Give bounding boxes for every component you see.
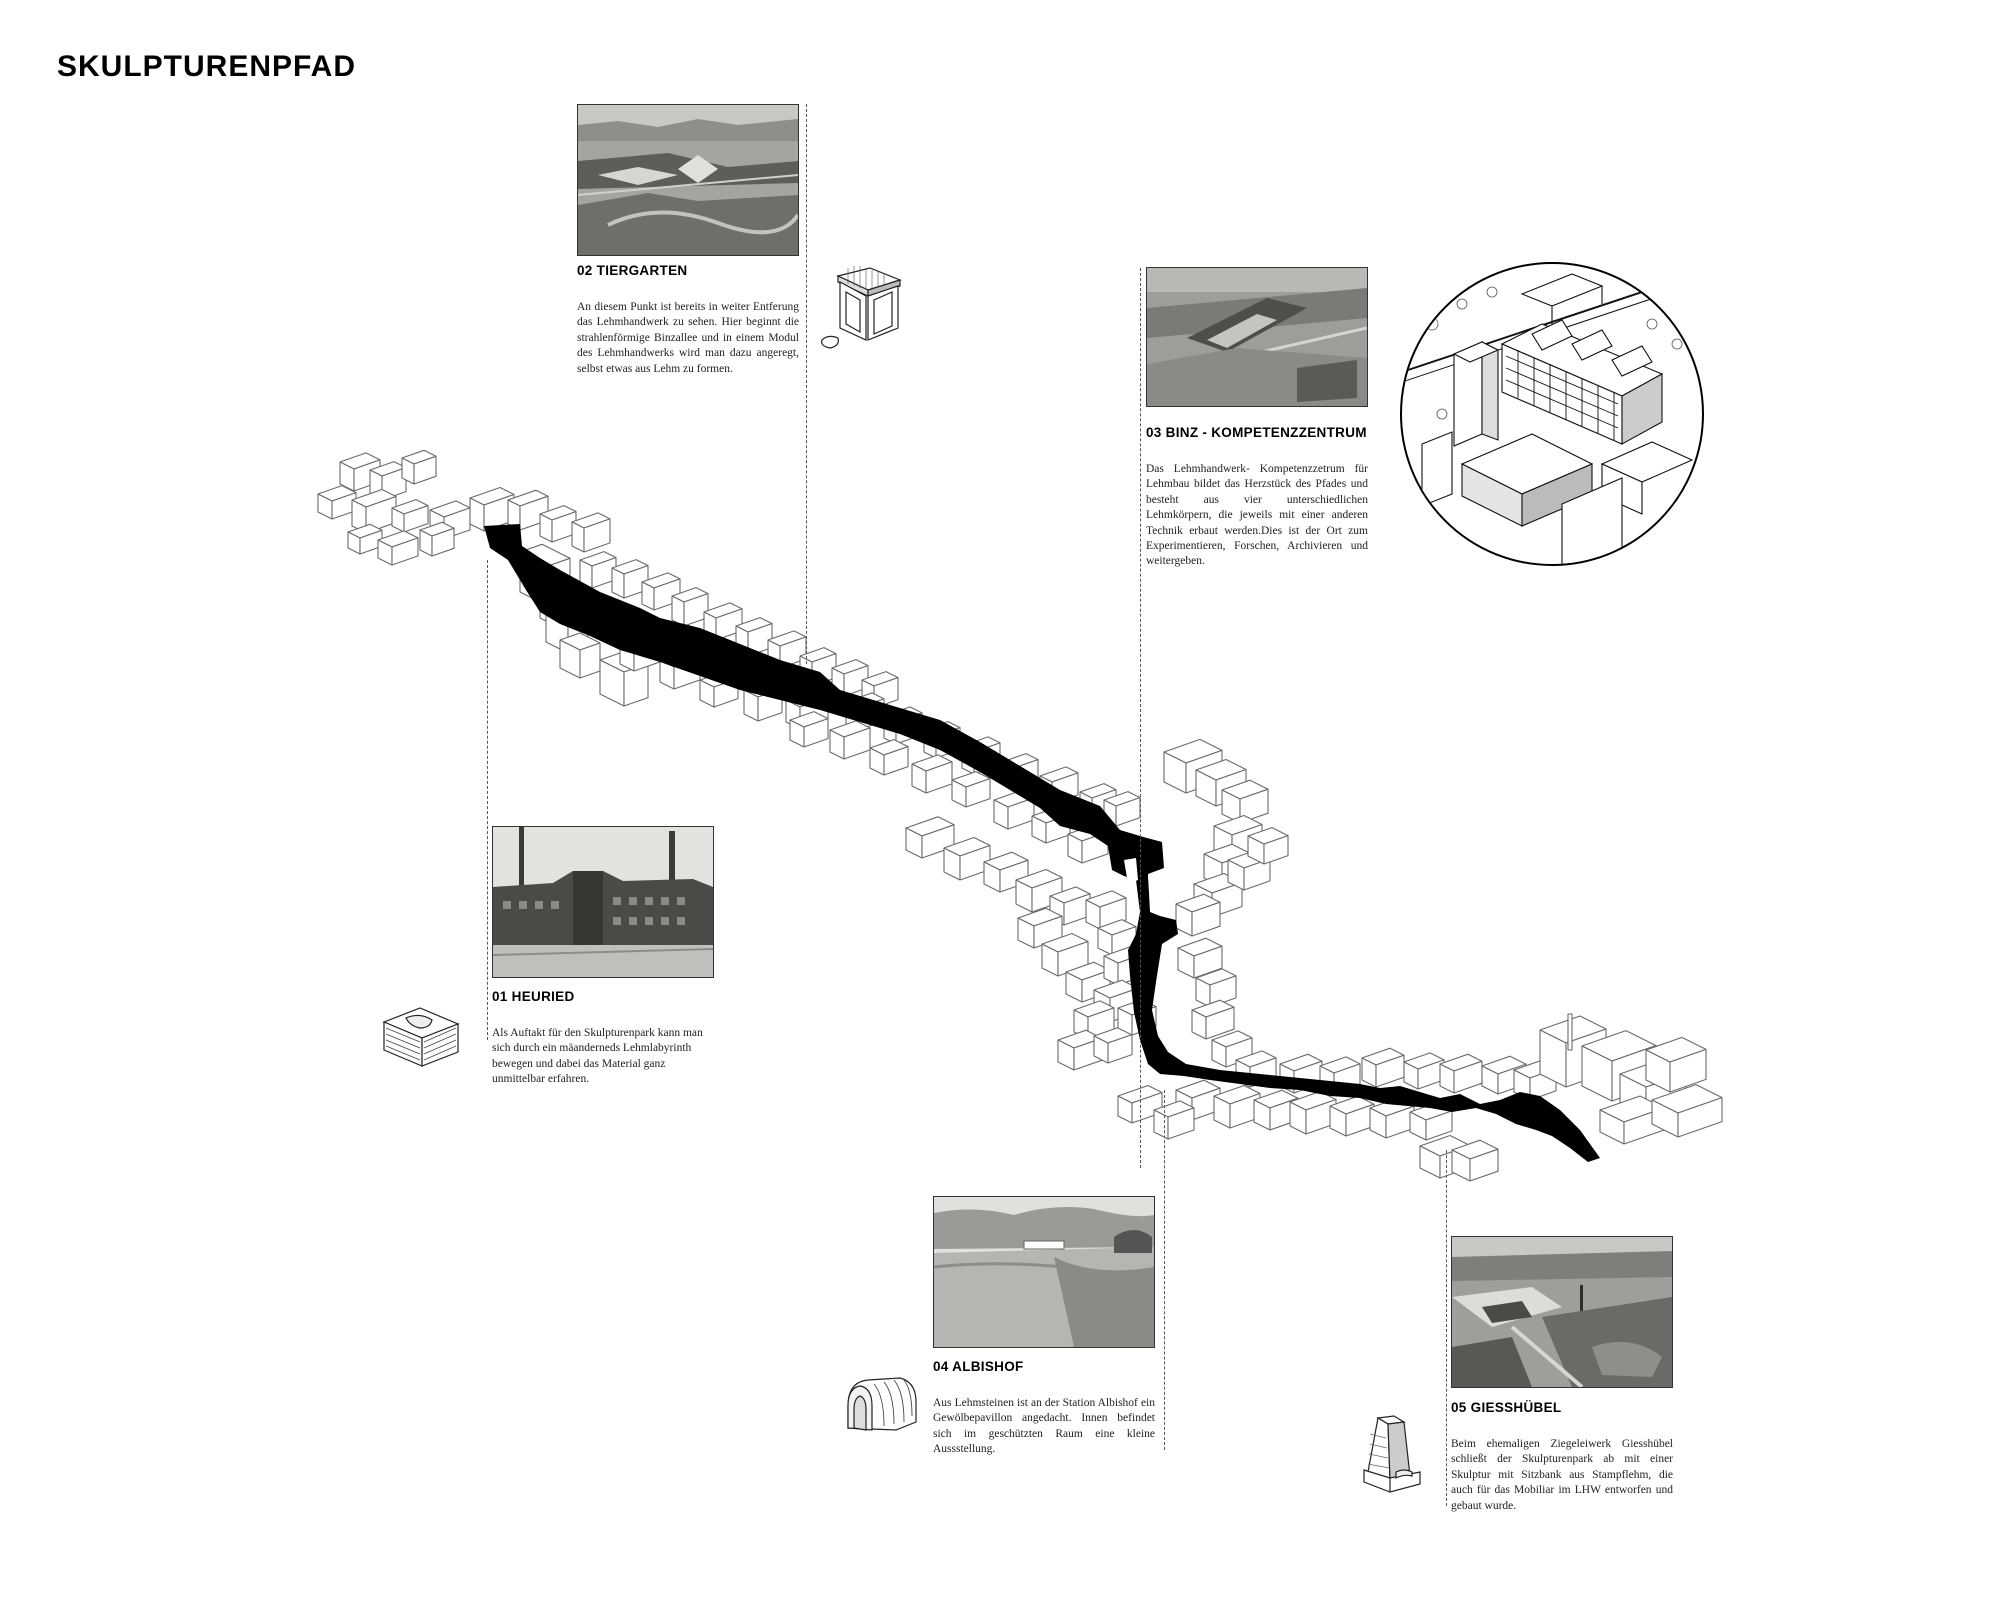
- leader-line-giesshuebel: [1446, 1150, 1447, 1506]
- aerial-city-photo: [577, 104, 799, 256]
- brickworks-aerial-photo: [1451, 1236, 1673, 1388]
- station-heading: 04 ALBISHOF: [933, 1359, 1024, 1374]
- leader-line-albishof: [1164, 1090, 1165, 1450]
- rammed-earth-sculpture-icon: [1360, 1414, 1426, 1496]
- pavilion-module-icon: [808, 266, 918, 366]
- labyrinth-block-icon: [380, 1004, 462, 1070]
- station-tiergarten: [577, 263, 799, 377]
- aerial-industrial-photo: [1146, 267, 1368, 407]
- page-title: SKULPTURENPFAD: [57, 50, 357, 83]
- leader-line-tiergarten: [806, 104, 807, 664]
- station-heading: 02 TIERGARTEN: [577, 263, 688, 278]
- station-heading: 03 BINZ - KOMPETENZZENTRUM: [1146, 425, 1367, 440]
- station-binz: [1146, 425, 1368, 570]
- station-heuried: [492, 989, 714, 1088]
- vault-pavilion-icon: [844, 1376, 920, 1432]
- leader-line-heuried: [487, 560, 488, 1040]
- leader-line-binz: [1140, 268, 1141, 1168]
- station-description: Beim ehemaligen Ziegeleiwerk Giesshübel schließt der Skulpturenpark ab mit einer Skulptur mit Sitzbank aus Stampflehm, die auch für das Mobiliar im LHW entworfen und gebaut wurde.: [1451, 1438, 1673, 1512]
- station-albishof: [933, 1359, 1155, 1458]
- factory-chimneys-photo: [492, 826, 714, 978]
- station-description: Das Lehmhandwerk- Kompetenzzetrum für Lehmbau bildet das Herzstück des Pfades und besteht aus vier unterschiedlichen Lehmkörpern, die jeweils mit einer anderen Technik erbaut werden.Dies ist der Ort zum Experimentieren, Forschen, Archivieren und weitergeben.: [1146, 463, 1368, 568]
- station-giesshuebel: [1451, 1400, 1673, 1514]
- building-face: [612, 568, 624, 598]
- station-description: Aus Lehmsteinen ist an der Station Albishof ein Gewölbepavillon angedacht. Innen befindet sich im geschützten Raum eine kleine Aussstellung.: [933, 1397, 1155, 1456]
- station-description: Als Auftakt für den Skulpturenpark kann man sich durch ein mäanderneds Lehmlabyrinth bewegen und dabei das Material ganz unmittelbar erfahren.: [492, 1027, 703, 1086]
- chimney: [1568, 1014, 1572, 1050]
- hill-landscape-photo: [933, 1196, 1155, 1348]
- station-description: An diesem Punkt ist bereits in weiter Entferung das Lehmhandwerk zu sehen. Hier beginnt die strahlenförmige Binzallee und in einem Modul des Lehmhandwerks wird man dazu angeregt, selbst etwas aus Lehm zu formen.: [577, 301, 799, 375]
- station-heading: 01 HEURIED: [492, 989, 575, 1004]
- building-face: [572, 522, 584, 552]
- axonometric-circle-inset: [1400, 262, 1704, 566]
- station-heading: 05 GIESSHÜBEL: [1451, 1400, 1562, 1415]
